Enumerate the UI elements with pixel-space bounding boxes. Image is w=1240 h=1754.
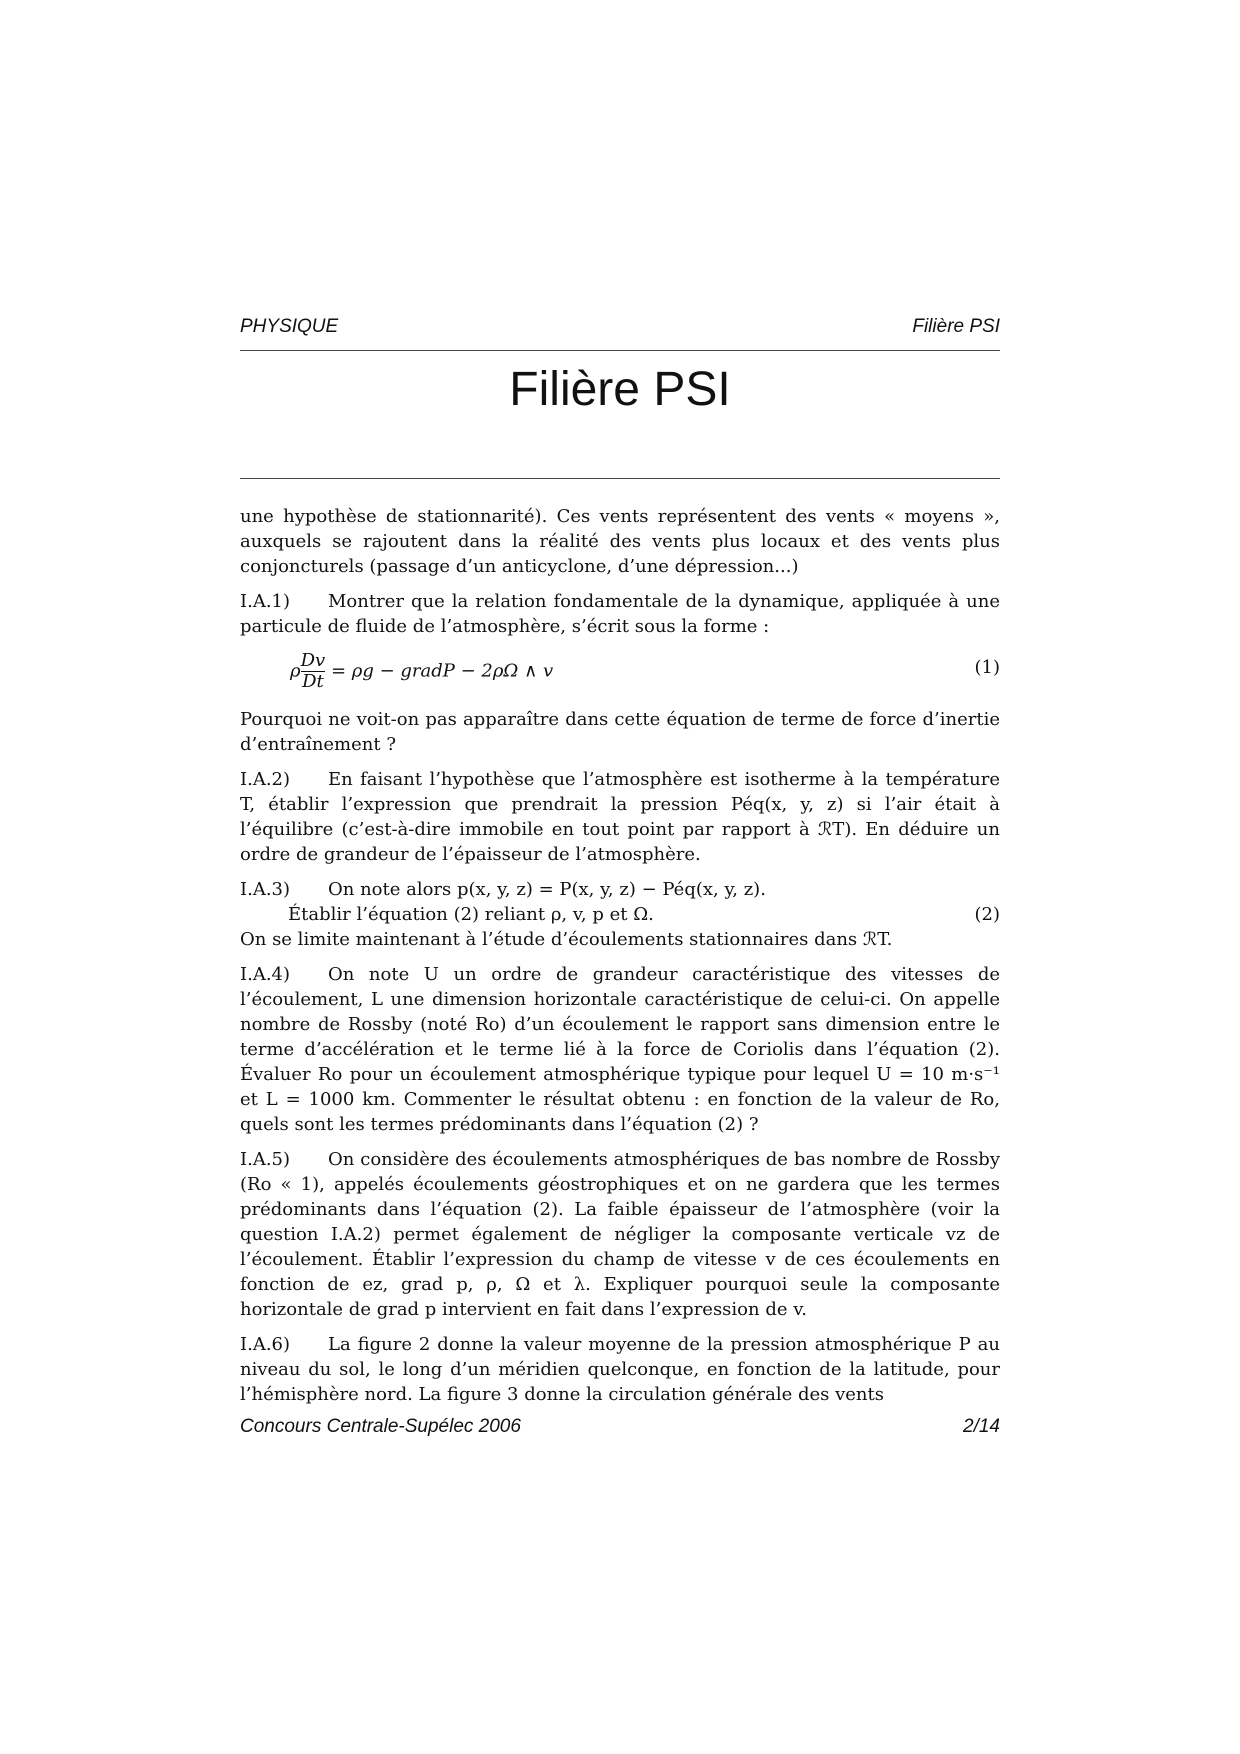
page-number: 2/14 xyxy=(963,1416,1000,1437)
question-ia3 xyxy=(240,877,1000,902)
question-ia4 xyxy=(240,962,1000,1137)
equation-number: (2) xyxy=(974,904,1000,925)
intro-paragraph: une hypothèse de stationnarité). Ces vents représentent des vents « moyens », auxquels se rajoutent dans la réalité des vents plus locaux et des vents plus conjoncturels (passage d’un anticyclone, d’une dépression...) xyxy=(240,506,1000,577)
question-ia3-followup: On se limite maintenant à l’étude d’écoulements stationnaires dans ℛT. xyxy=(240,929,893,950)
equation-number: (1) xyxy=(974,657,1000,678)
title-divider xyxy=(240,478,1000,479)
fraction-denominator: Dt xyxy=(302,671,324,692)
question-label: I.A.5) xyxy=(240,1149,291,1170)
question-text: Montrer que la relation fondamentale de la dynamique, appliquée à une particule de fluide de l’atmosphère, s’écrit sous la forme : xyxy=(240,591,1000,637)
question-label: I.A.4) xyxy=(240,964,291,985)
header-subject: PHYSIQUE xyxy=(240,316,339,337)
equation-rho: ρ xyxy=(290,660,301,682)
equation-fraction xyxy=(301,651,326,692)
equation-1-formula xyxy=(290,651,553,692)
question-text: La figure 2 donne la valeur moyenne de la pression atmosphérique P au niveau du sol, le long d’un méridien quelconque, en fonction de la latitude, pour l’hémisphère nord. La figure 3 donne la circulation générale des vents xyxy=(240,1334,1000,1405)
equation-2-line xyxy=(240,902,1000,927)
document-body xyxy=(240,504,1000,1417)
question-ia1 xyxy=(240,589,1000,639)
page-header xyxy=(240,314,1000,351)
footer-source: Concours Centrale-Supélec 2006 xyxy=(240,1416,521,1437)
question-label: I.A.3) xyxy=(240,879,291,900)
question-text: En faisant l’hypothèse que l’atmosphère est isotherme à la température T, établir l’expression que prendrait la pression Péq(x, y, z) si l’air était à l’équilibre (c’est-à-dire immobile en tout point par rapport à ℛT). En déduire un ordre de grandeur de l’épaisseur de l’atmosphère. xyxy=(240,769,1000,865)
question-text: On note U un ordre de grandeur caractéristique des vitesses de l’écoulement, L une dimension horizontale caractéristique de celui-ci. On appelle nombre de Rossby (noté Ro) d’un écoulement le rapport sans dimension entre le terme d’accélération et le terme lié à la force de Coriolis dans l’équation (2). Évaluer Ro pour un écoulement atmosphérique typique pour lequel U = 10 m·s⁻¹ et L = 1000 km. Commenter le résultat obtenu : en fonction de la valeur de Ro, quels sont les termes prédominants dans l’équation (2) ? xyxy=(240,964,1000,1135)
question-text: On considère des écoulements atmosphériques de bas nombre de Rossby (Ro « 1), appelés écoulements géostrophiques et on ne gardera que les termes prédominants dans l’équation (2). La faible épaisseur de l’atmosphère (voir la question I.A.2) permet également de négliger la composante verticale vz de l’écoulement. Établir l’expression du champ de vitesse v de ces écoulements en fonction de ez, grad p, ρ, Ω et λ. Expliquer pourquoi seule la composante horizontale de grad p intervient en fait dans l’expression de v. xyxy=(240,1149,1000,1320)
question-text: On note alors p(x, y, z) = P(x, y, z) − Péq(x, y, z). xyxy=(328,879,766,900)
question-label: I.A.2) xyxy=(240,769,291,790)
question-ia2 xyxy=(240,767,1000,867)
question-ia5 xyxy=(240,1147,1000,1322)
question-ia6 xyxy=(240,1332,1000,1407)
page-title: Filière PSI xyxy=(509,363,731,416)
equation-2-text: Établir l’équation (2) reliant ρ, v, p et Ω. xyxy=(288,904,654,925)
fraction-numerator: Dv xyxy=(300,650,326,671)
equation-1 xyxy=(240,643,1000,693)
question-label: I.A.1) xyxy=(240,591,291,612)
equation-rhs: = ρg − gradP − 2ρΩ ∧ v xyxy=(330,660,554,682)
header-track: Filière PSI xyxy=(912,316,1000,337)
question-label: I.A.6) xyxy=(240,1334,291,1355)
question-ia1-followup: Pourquoi ne voit-on pas apparaître dans cette équation de terme de force d’inertie d’entraînement ? xyxy=(240,709,1000,755)
